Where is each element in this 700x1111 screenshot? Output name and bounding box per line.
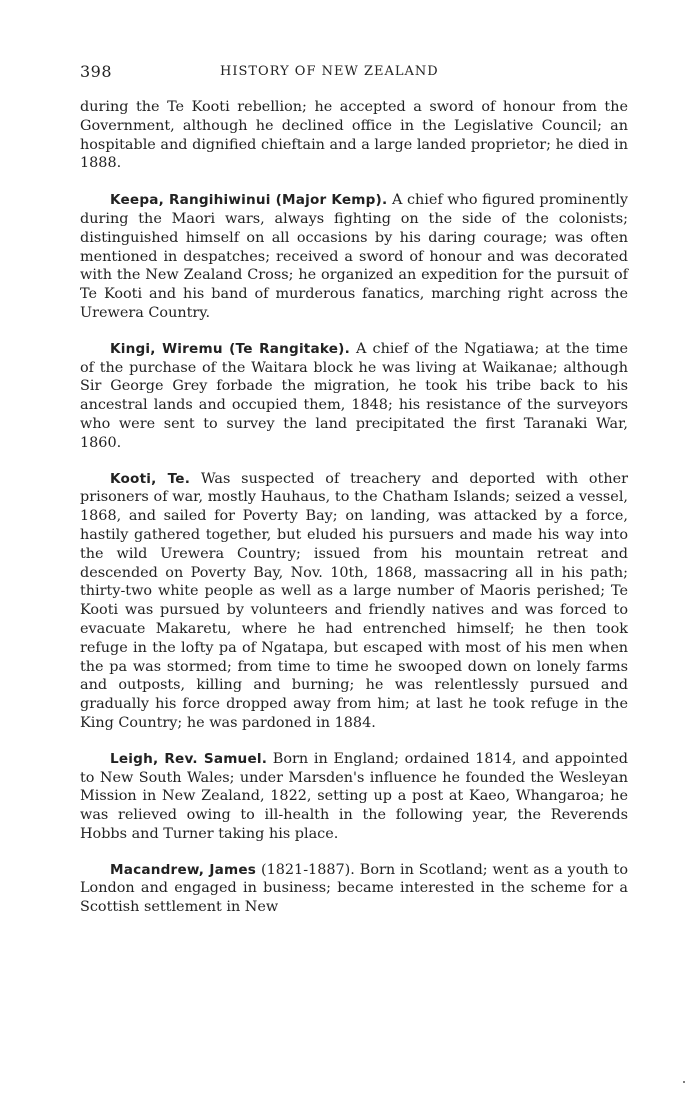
entry-kooti [80, 470, 628, 733]
entry-kingi [80, 340, 628, 453]
entry-name: Kingi, Wiremu (Te Rangitake). [110, 340, 350, 357]
page-header [80, 62, 628, 84]
continuation-paragraph: during the Te Kooti rebellion; he accepted a sword of honour from the Government, although he declined office in the Legislative Council; an hospitable and dignified chieftain and a large landed proprietor; he died in 1888. [80, 99, 628, 172]
entry-name: Leigh, Rev. Samuel. [110, 750, 268, 767]
page-number: 398 [80, 62, 113, 81]
entry-name: Keepa, Rangihiwinui (Major Kemp). [110, 192, 388, 209]
entry-text: (1821-1887). Born in Scotland; went as a youth to London and engaged in business; became interested in the scheme for a Scottish settlement in New [80, 861, 628, 916]
scan-speck [683, 1081, 685, 1083]
entry-text: A chief who figured prominently during the Maori wars, always fighting on the side of the colonists; distinguished himself on all occasions by his daring courage; was often mentioned in despatches; received a sword of honour and was decorated with the New Zealand Cross; he organized an expedition for the pursuit of Te Kooti and his band of murderous fanatics, marching right across the Urewera Country. [80, 192, 629, 321]
running-title: HISTORY OF NEW ZEALAND [220, 64, 439, 79]
entry-keepa [80, 191, 628, 323]
entry-text: A chief of the Ngatiawa; at the time of the purchase of the Waitara block he was living at Waikanae; although Sir George Grey forbade the migration, he took his tribe back to his ancestral lands and occupied them, 1848; his resistance of the surveyors who were sent to survey the land precipitated the first Taranaki War, 1860. [80, 340, 628, 451]
entry-text: Was suspected of treachery and deported with other prisoners of war, mostly Hauhaus, to the Chatham Islands; seized a vessel, 1868, and sailed for Poverty Bay; on landing, was attacked by a force, hastily gathered together, but eluded his pursuers and made his way into the wild Urewera Country; issued from his mountain retreat and descended on Poverty Bay, Nov. 10th, 1868, massacring all in his path; thirty-two white people as well as a large number of Maoris perished; Te Kooti was pursued by volunteers and friendly natives and was forced to evacuate Makaretu, where he had entrenched himself; he then took refuge in the lofty pa of Ngatapa, but escaped with most of his men when the pa was stormed; from time to time he swooped down on lonely farms and outposts, killing and burning; he was relentlessly pursued and gradually his force dropped away from him; at last he took refuge in the King Country; he was pardoned in 1884. [80, 470, 628, 731]
entry-name: Macandrew, James [110, 861, 257, 878]
entry-leigh [80, 750, 628, 844]
entry-name: Kooti, Te. [110, 470, 191, 487]
book-page [80, 62, 628, 934]
entry-macandrew [80, 861, 628, 917]
entry-text: Born in England; ordained 1814, and appointed to New South Wales; under Marsden's influence he founded the Wesleyan Mission in New Zealand, 1822, setting up a post at Kaeo, Whangaroa; he was relieved owing to ill-health in the following year, the Reverends Hobbs and Turner taking his place. [80, 750, 628, 842]
